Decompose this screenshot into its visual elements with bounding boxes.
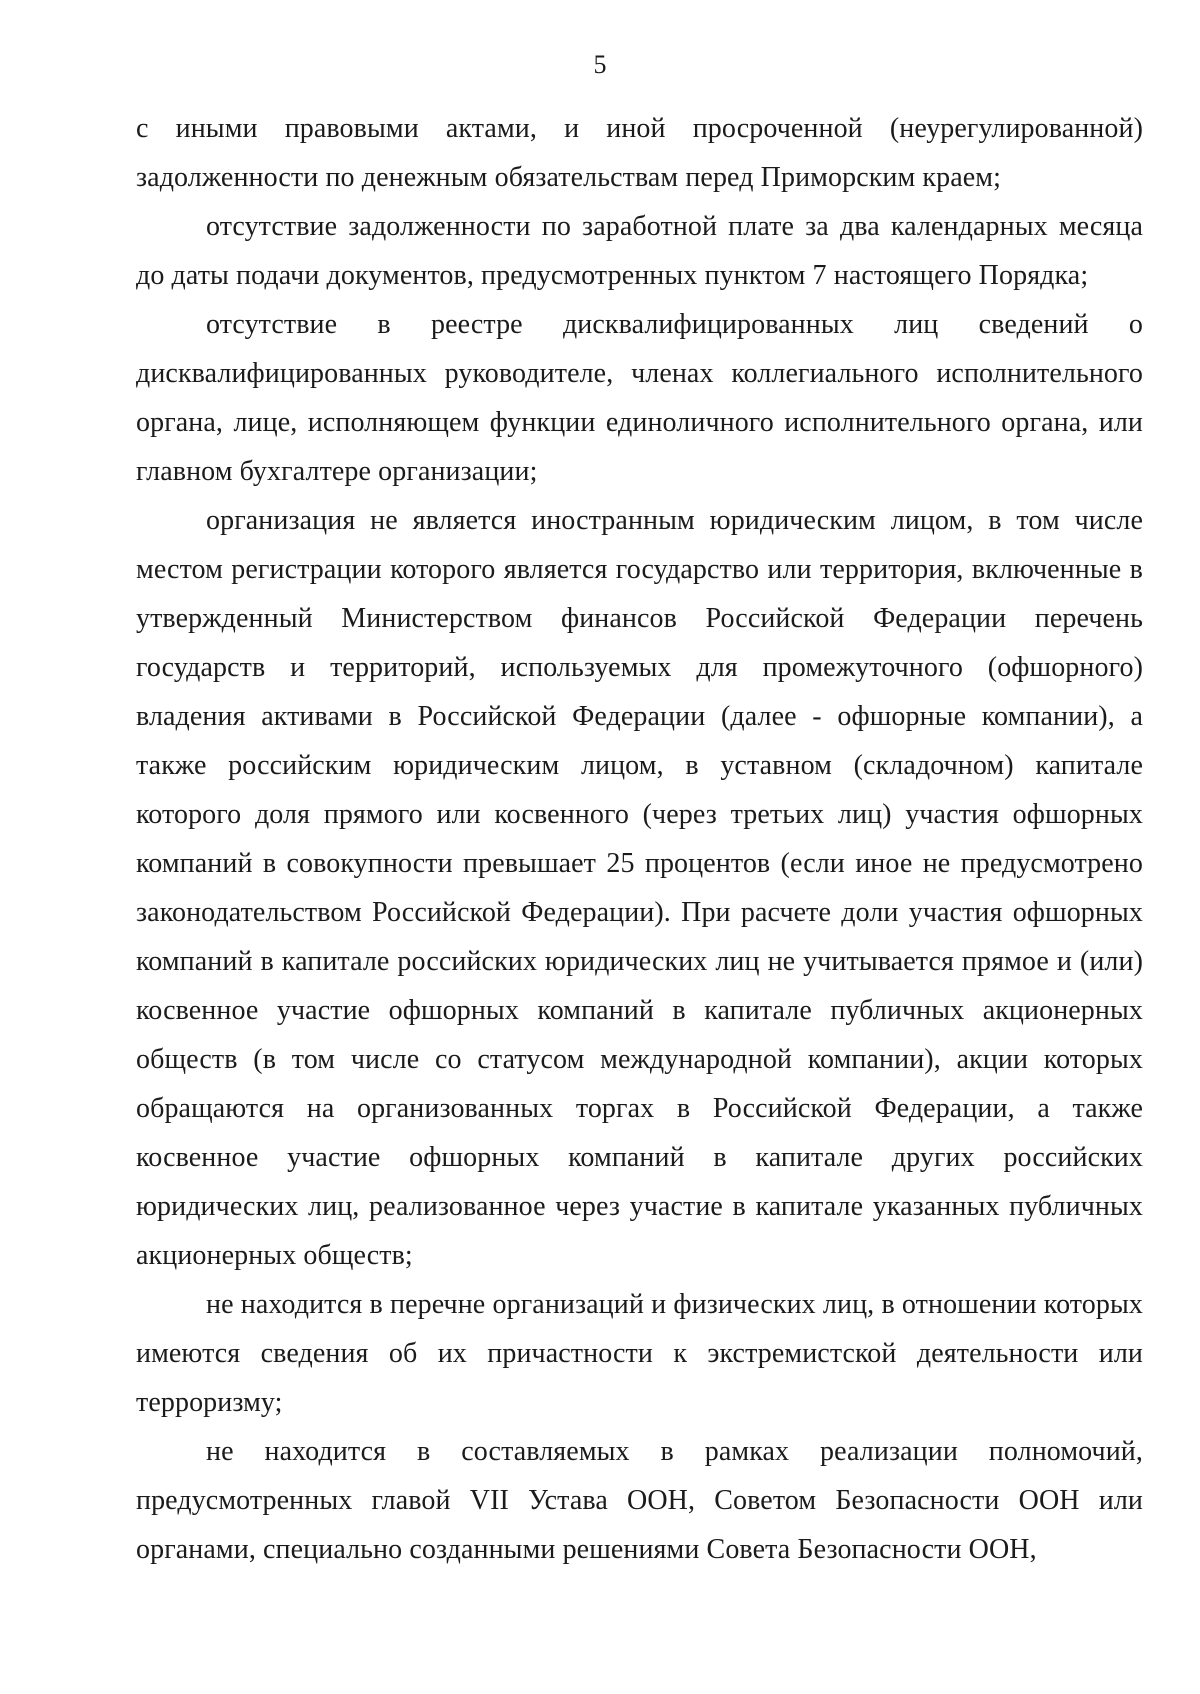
paragraph-6: не находится в составляемых в рамках реализации полномочий, предусмотренных главой VII Устава ООН, Советом Безопасности ООН или органами, специально созданными решениями Совета Безопасности ООН,	[136, 1436, 1143, 1565]
document-body	[136, 104, 1143, 1574]
page-number: 5	[593, 50, 607, 79]
paragraph-3: отсутствие в реестре дисквалифицированных лиц сведений о дисквалифицированных руководителе, членах коллегиального исполнительного органа, лице, исполняющем функции единоличного исполнительного органа, или главном бухгалтере организации;	[136, 309, 1143, 487]
paragraph-1: с иными правовыми актами, и иной просроченной (неурегулированной) задолженности по денежным обязательствам перед Приморским краем;	[136, 113, 1143, 193]
paragraph-4: организация не является иностранным юридическим лицом, в том числе местом регистрации которого является государство или территория, включенные в утвержденный Министерством финансов Российской Федерации перечень государств и территорий, используемых для промежуточного (офшорного) владения активами в Российской Федерации (далее - офшорные компании), а также российским юридическим лицом, в уставном (складочном) капитале которого доля прямого или косвенного (через третьих лиц) участия офшорных компаний в совокупности превышает 25 процентов (если иное не предусмотрено законодательством Российской Федерации). При расчете доли участия офшорных компаний в капитале российских юридических лиц не учитывается прямое и (или) косвенное участие офшорных компаний в капитале публичных акционерных обществ (в том числе со статусом международной компании), акции которых обращаются на организованных торгах в Российской Федерации, а также косвенное участие офшорных компаний в капитале других российских юридических лиц, реализованное через участие в капитале указанных публичных акционерных обществ;	[136, 505, 1143, 1271]
paragraph-5: не находится в перечне организаций и физических лиц, в отношении которых имеются сведения об их причастности к экстремистской деятельности или терроризму;	[136, 1289, 1143, 1418]
paragraph-2: отсутствие задолженности по заработной плате за два календарных месяца до даты подачи документов, предусмотренных пунктом 7 настоящего Порядка;	[136, 211, 1143, 291]
